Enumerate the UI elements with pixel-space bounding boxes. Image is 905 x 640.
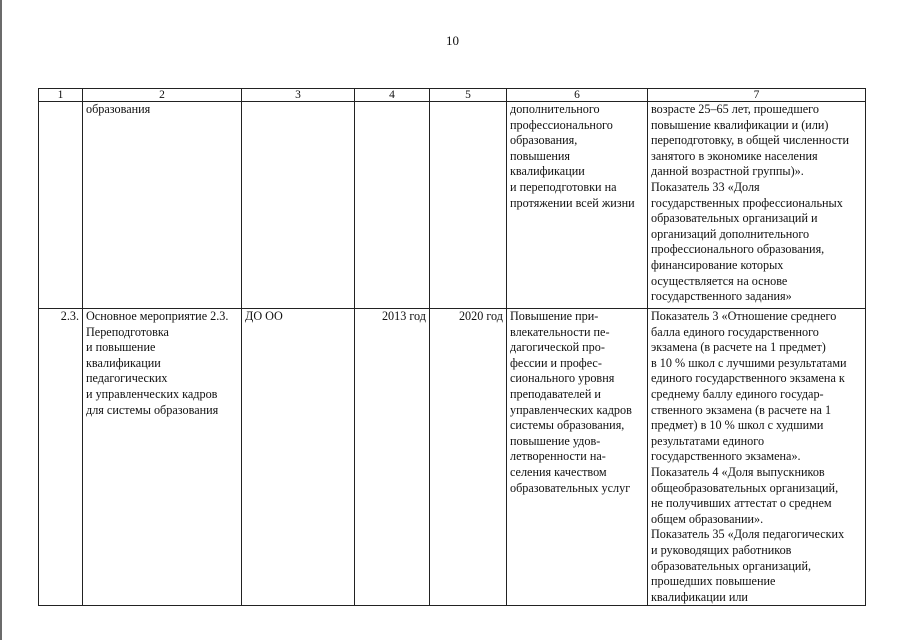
row-number-cell: 2.3. <box>39 309 83 606</box>
measure-name-cell: образования <box>83 102 242 309</box>
scan-edge <box>0 0 2 640</box>
indicators-cell: Показатель 3 «Отношение среднего балла единого государственного экзамена (в расчете на 1 предмет) в 10 % школ с лучшими результатами единого государственного экзамена к среднему баллу единого государ- ственного экзамена (в расчете на 1 предмет) в 10 % школ с худшими результатами единого государственного экзамена». Показатель 4 «Доля выпускников общеобразовательных организаций, не получивших аттестат о среднем общем образовании». Показатель 35 «Доля педагогических и руководящих работников образовательных организаций, прошедших повышение квалификации или <box>648 309 866 606</box>
end-year-cell <box>430 102 507 309</box>
measure-name-cell: Основное мероприятие 2.3. Переподготовка и повышение квалификации педагогических и управленческих кадров для системы образования <box>83 309 242 606</box>
header-cell: 6 <box>507 89 648 102</box>
start-year-cell: 2013 год <box>355 309 430 606</box>
indicators-cell: возрасте 25–65 лет, прошедшего повышение квалификации и (или) переподготовку, в общей численности занятого в экономике населения данной возрастной группы)». Показатель 33 «Доля государственных профессиональных образовательных организаций и организаций дополнительного профессионального образования, финансирование которых осуществляется на основе государственного задания» <box>648 102 866 309</box>
header-cell: 5 <box>430 89 507 102</box>
page-number: 10 <box>446 33 459 48</box>
expected-result-cell: Повышение при- влекательности пе- дагогической про- фессии и профес- сионального уровня преподавателей и управленческих кадров системы образования, повышение удов- летворенности на- селения качеством образовательных услуг <box>507 309 648 606</box>
start-year-cell <box>355 102 430 309</box>
end-year-cell: 2020 год <box>430 309 507 606</box>
executor-cell: ДО ОО <box>242 309 355 606</box>
executor-cell <box>242 102 355 309</box>
expected-result-cell: дополнительного профессионального образования, повышения квалификации и переподготовки на протяжении всей жизни <box>507 102 648 309</box>
header-cell: 7 <box>648 89 866 102</box>
table-header-row <box>39 89 866 102</box>
row-number-cell <box>39 102 83 309</box>
header-cell: 4 <box>355 89 430 102</box>
measures-table <box>38 88 866 606</box>
table-row <box>39 309 866 606</box>
header-cell: 1 <box>39 89 83 102</box>
header-cell: 2 <box>83 89 242 102</box>
header-cell: 3 <box>242 89 355 102</box>
table-row <box>39 102 866 309</box>
